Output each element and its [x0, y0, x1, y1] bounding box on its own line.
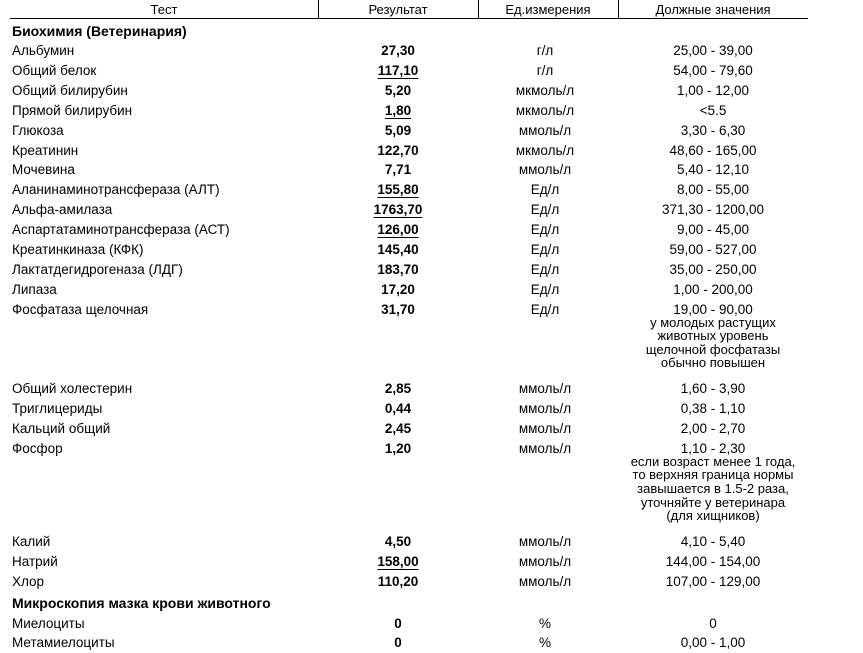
test-name: Кальций общий: [12, 420, 111, 436]
table-row: [0, 82, 863, 101]
unit: Ед/л: [530, 222, 560, 238]
table-row: [0, 553, 863, 572]
test-name: Общий белок: [12, 62, 97, 78]
test-name: Липаза: [12, 281, 57, 297]
reference-note-line: у молодых растущих: [650, 314, 776, 330]
reference-range: 25,00 - 39,00: [673, 43, 753, 58]
result-value-text: 145,40: [377, 242, 419, 257]
result-value: [318, 43, 478, 58]
reference-range: 371,30 - 1200,00: [661, 202, 765, 218]
reference-note-line: уточняйте у ветеринара: [640, 494, 786, 510]
reference-note-line: то верхняя граница нормы: [632, 467, 794, 483]
abnormal-result-value: 155,80: [377, 182, 419, 198]
table-row: [0, 420, 863, 439]
table-row: [0, 573, 863, 592]
reference-range: 144,00 - 154,00: [665, 553, 761, 569]
test-name: Общий билирубин: [12, 82, 128, 98]
result-value: [318, 103, 478, 118]
result-value-text: 0: [394, 615, 402, 631]
reference-range: 0,38 - 1,10: [680, 401, 746, 416]
test-name: Альфа-амилаза: [12, 202, 113, 218]
table-row: [0, 181, 863, 200]
test-name: Прямой билирубин: [12, 102, 133, 118]
test-name: Хлор: [12, 573, 45, 589]
unit: ммоль/л: [518, 122, 572, 138]
unit: %: [538, 635, 551, 651]
result-value-text: 5,20: [384, 82, 412, 98]
reference-range: 8,00 - 55,00: [676, 182, 750, 198]
result-value: [318, 182, 478, 197]
reference-range: 35,00 - 250,00: [669, 261, 757, 277]
table-row: [0, 281, 863, 300]
unit: ммоль/л: [518, 162, 572, 178]
reference-range: 1,00 - 12,00: [676, 82, 750, 98]
unit: ммоль/л: [518, 553, 572, 569]
reference-note-line: если возраст менее 1 года,: [630, 453, 796, 469]
table-row: [0, 161, 863, 180]
test-name: Калий: [12, 533, 51, 549]
result-value: [318, 262, 478, 277]
table-row: [0, 400, 863, 419]
test-name: Аланинаминотрансфераза (АЛТ): [12, 182, 220, 198]
table-row: [0, 380, 863, 399]
result-value: [318, 282, 478, 297]
result-value: [318, 83, 478, 98]
table-row: [0, 241, 863, 260]
table-row: [0, 634, 863, 653]
table-row: [0, 221, 863, 240]
result-value-text: 0: [394, 635, 402, 651]
table-row: [0, 615, 863, 634]
result-value: [318, 381, 478, 396]
header-units: Ед.измерения: [505, 2, 591, 17]
reference-range: <5.5: [699, 102, 727, 118]
reference-range: 3,30 - 6,30: [680, 122, 746, 138]
unit: мкмоль/л: [515, 102, 575, 118]
reference-range: 5,40 - 12,10: [676, 162, 750, 178]
result-value: [318, 202, 478, 217]
test-name: Триглицериды: [12, 401, 103, 416]
abnormal-result-value: 1,80: [384, 102, 412, 118]
table-row: [0, 261, 863, 280]
table-row: [0, 42, 863, 61]
result-value: [318, 63, 478, 78]
test-name: Аспартатаминотрансфераза (АСТ): [12, 222, 230, 238]
reference-range: 54,00 - 79,60: [673, 62, 753, 78]
result-value-text: 122,70: [377, 142, 419, 158]
unit: Ед/л: [530, 242, 560, 257]
result-value: [318, 574, 478, 589]
result-value: [318, 635, 478, 650]
unit: Ед/л: [530, 281, 560, 297]
reference-range: 107,00 - 129,00: [665, 573, 761, 589]
result-value: [318, 222, 478, 237]
abnormal-result-value: 158,00: [377, 553, 419, 569]
result-value: [318, 554, 478, 569]
header-test: Тест: [150, 2, 178, 17]
unit: г/л: [536, 62, 554, 78]
test-name: Креатинин: [12, 142, 79, 158]
table-row: [0, 201, 863, 220]
unit: Ед/л: [530, 182, 560, 198]
unit: ммоль/л: [518, 573, 572, 589]
result-value: [318, 534, 478, 549]
table-row: [0, 122, 863, 141]
reference-note-line: завышается в 1.5-2 раза,: [637, 480, 789, 496]
reference-range: 1,10 - 2,30: [680, 440, 746, 456]
result-value: [318, 401, 478, 416]
result-value-text: 0,44: [384, 401, 412, 416]
test-name: Общий холестерин: [12, 381, 133, 397]
result-value: [318, 616, 478, 631]
unit: ммоль/л: [518, 533, 572, 549]
reference-note-line: щелочной фосфатазы: [645, 341, 781, 357]
table-row: [0, 533, 863, 552]
reference-range: 19,00 - 90,00: [673, 301, 753, 317]
result-value-text: 1,20: [384, 440, 412, 456]
table-row: [0, 142, 863, 161]
unit: ммоль/л: [518, 440, 572, 456]
reference-range: 1,60 - 3,90: [680, 381, 746, 397]
test-name: Мочевина: [12, 162, 75, 178]
reference-note-line: обычно повышен: [660, 355, 766, 371]
result-value: [318, 421, 478, 436]
result-value-text: 183,70: [377, 261, 419, 277]
unit: %: [538, 615, 551, 631]
result-value: [318, 162, 478, 177]
reference-range: 2,00 - 2,70: [680, 420, 746, 436]
test-name: Фосфатаза щелочная: [12, 301, 149, 317]
table-row: [0, 62, 863, 81]
test-name: Лактатдегидрогеназа (ЛДГ): [12, 261, 183, 277]
result-value: [318, 242, 478, 257]
test-name: Альбумин: [12, 43, 75, 58]
unit: г/л: [536, 43, 554, 58]
abnormal-result-value: 126,00: [377, 222, 419, 238]
result-value-text: 2,45: [384, 420, 412, 436]
test-name: Фосфор: [12, 440, 63, 456]
result-value-text: 17,20: [381, 281, 415, 297]
reference-range: 0,00 - 1,00: [680, 635, 746, 651]
reference-range: 4,10 - 5,40: [680, 533, 746, 549]
unit: мкмоль/л: [515, 82, 575, 98]
header-reference: Должные значения: [655, 2, 771, 17]
test-name: Миелоциты: [12, 615, 85, 631]
result-value: [318, 441, 478, 456]
result-value-text: 31,70: [381, 301, 415, 317]
reference-range: 1,00 - 200,00: [673, 281, 753, 297]
table-row: [0, 102, 863, 121]
unit: ммоль/л: [518, 381, 572, 397]
unit: Ед/л: [530, 261, 560, 277]
unit: Ед/л: [530, 301, 560, 317]
unit: Ед/л: [530, 202, 560, 218]
reference-note: [618, 455, 808, 523]
test-name: Глюкоза: [12, 122, 64, 138]
abnormal-result-value: 117,10: [377, 62, 419, 78]
reference-range: 0: [709, 615, 717, 631]
section-title-microscopy: Микроскопия мазка крови животного: [12, 594, 271, 611]
header-result: Результат: [368, 2, 428, 17]
unit: ммоль/л: [518, 420, 572, 436]
result-value-text: 27,30: [381, 43, 415, 58]
reference-note-line: (для хищников): [666, 508, 760, 524]
unit: ммоль/л: [518, 401, 572, 416]
result-value-text: 110,20: [377, 573, 419, 589]
unit: мкмоль/л: [515, 142, 575, 158]
test-name: Метамиелоциты: [12, 635, 115, 651]
result-value-text: 7,71: [384, 162, 412, 178]
result-value: [318, 302, 478, 317]
reference-note: [618, 316, 808, 370]
result-value: [318, 123, 478, 138]
result-value: [318, 143, 478, 158]
reference-range: 9,00 - 45,00: [676, 222, 750, 238]
result-value-text: 5,09: [384, 122, 412, 138]
table-header: [10, 0, 808, 19]
section-title-biochemistry: Биохимия (Ветеринария): [12, 23, 187, 39]
result-value-text: 4,50: [384, 533, 412, 549]
result-value-text: 2,85: [384, 381, 412, 397]
test-name: Натрий: [12, 553, 58, 569]
reference-range: 48,60 - 165,00: [669, 142, 757, 158]
test-name: Креатинкиназа (КФК): [12, 242, 144, 257]
reference-note-line: животных уровень: [657, 328, 769, 344]
reference-range: 59,00 - 527,00: [669, 242, 757, 257]
abnormal-result-value: 1763,70: [373, 202, 423, 218]
